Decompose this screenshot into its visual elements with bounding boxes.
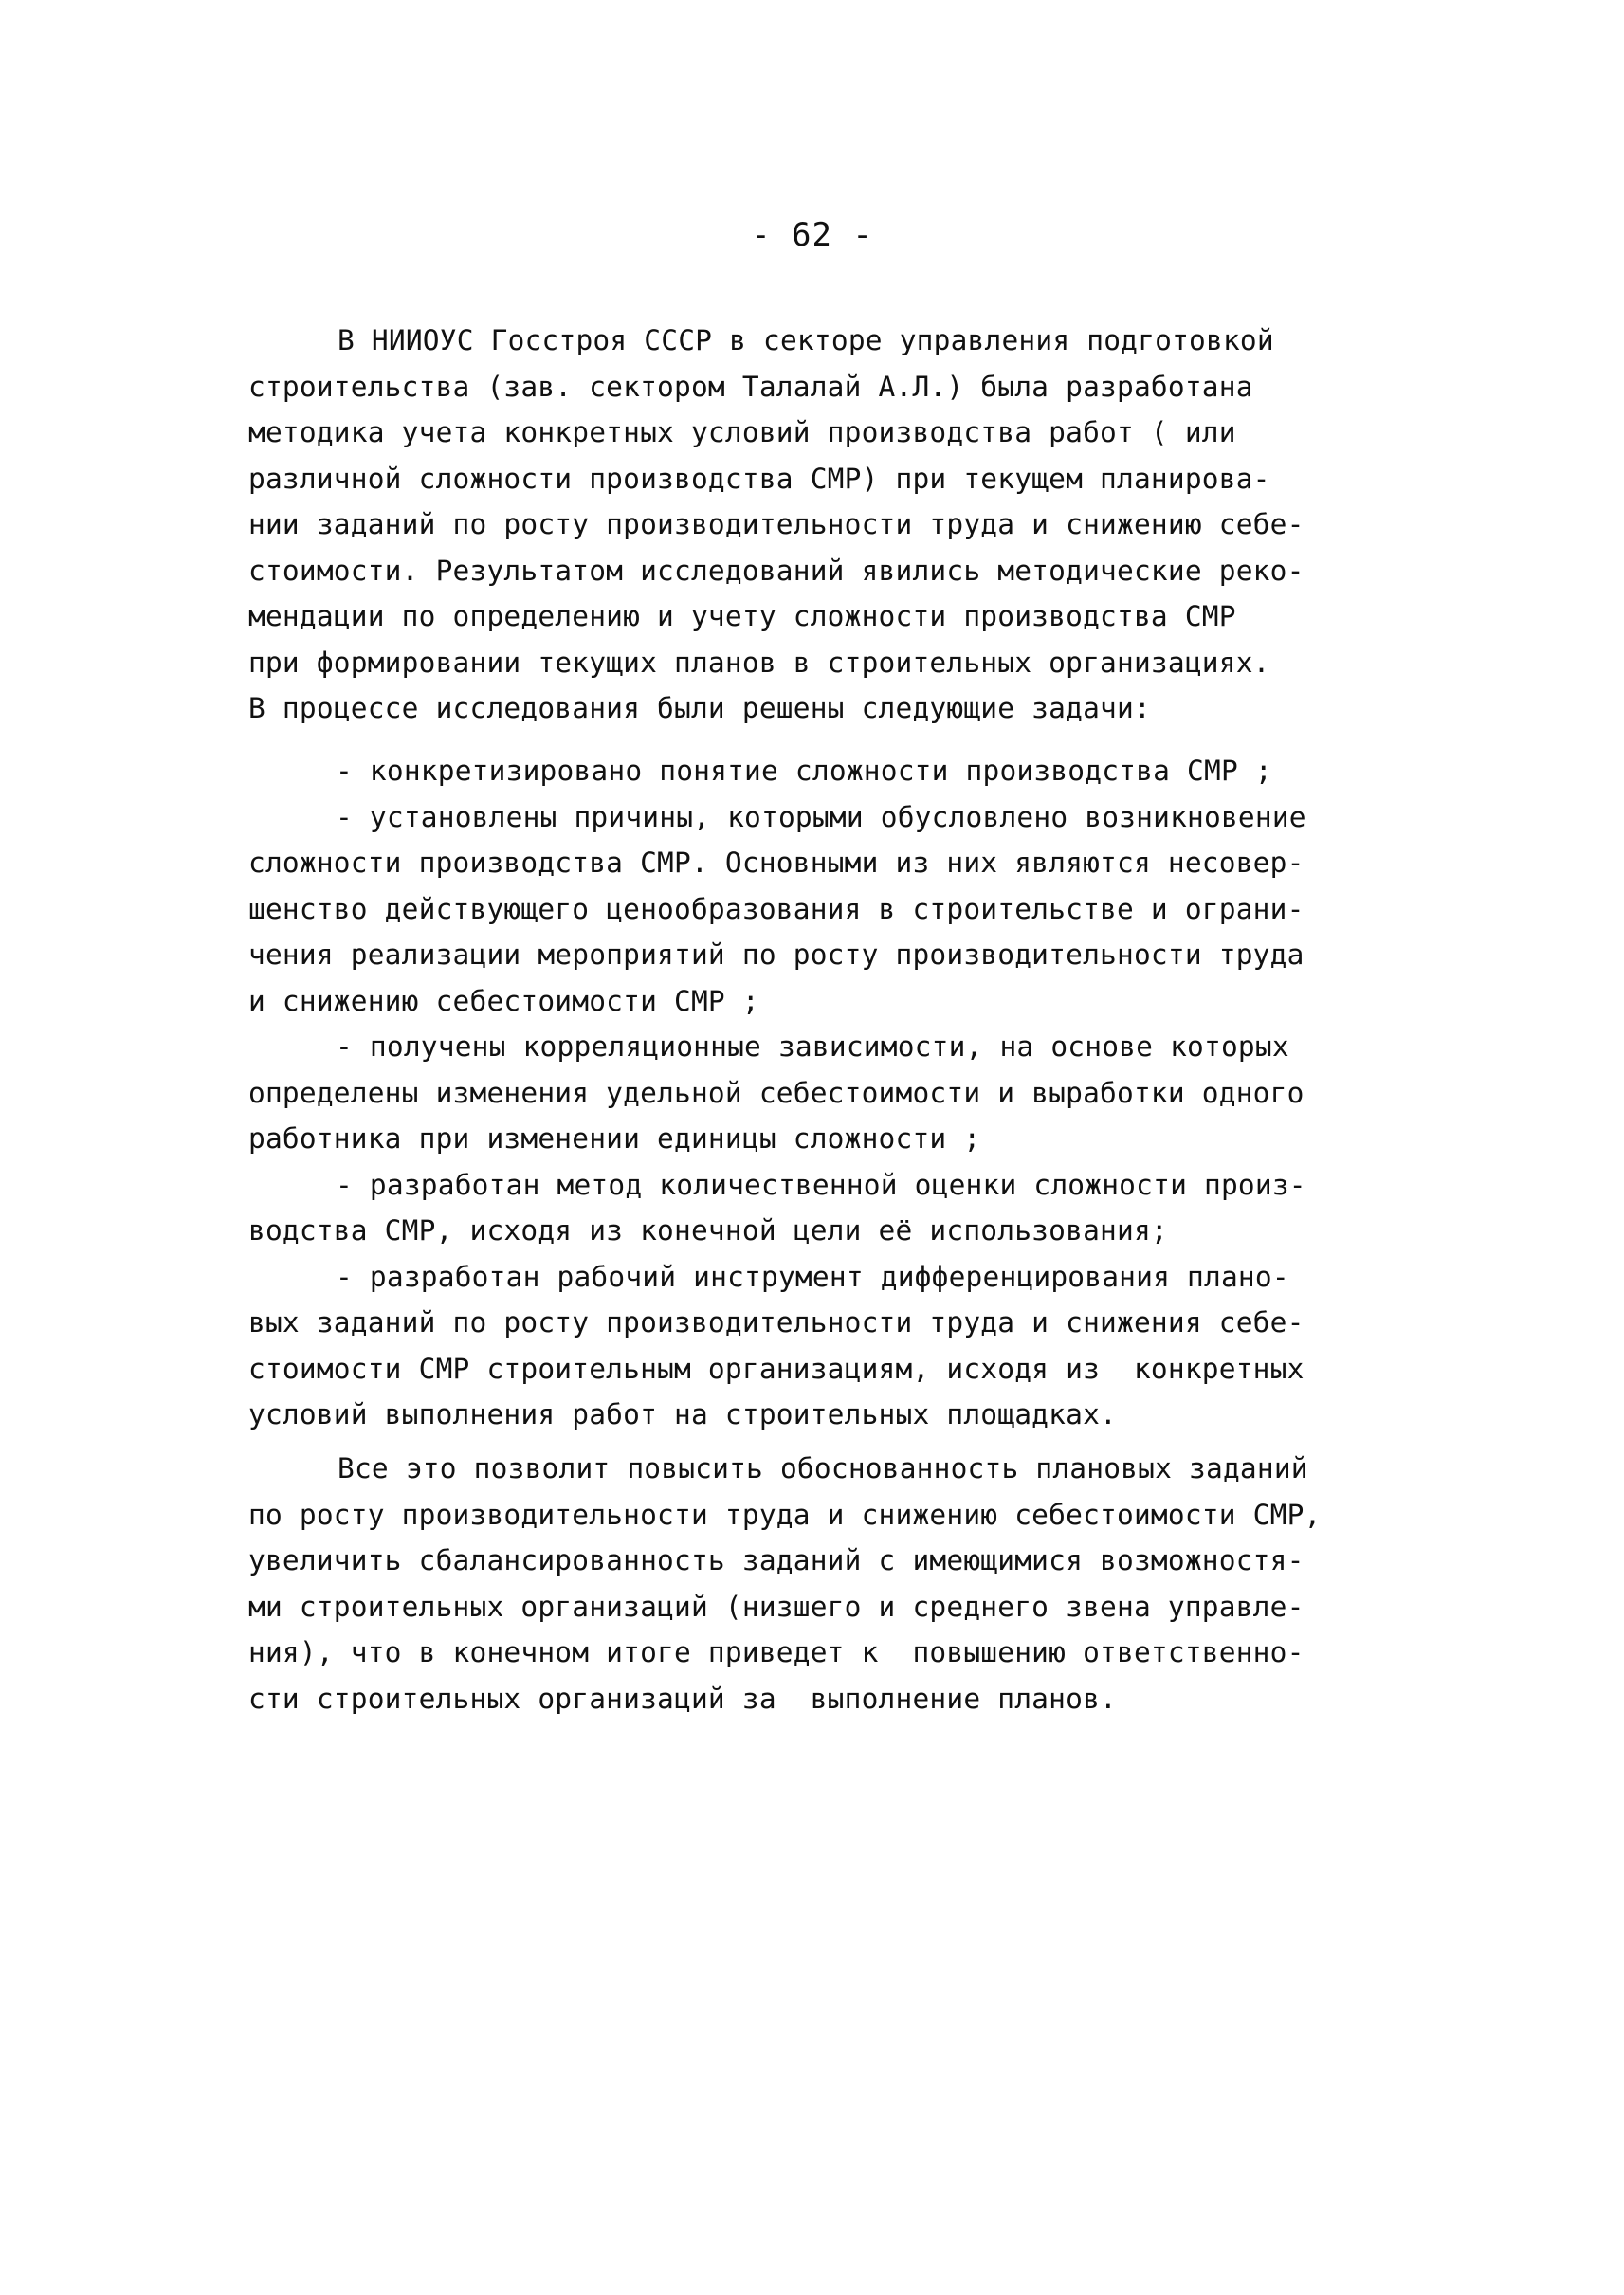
- task-item-line: - конкретизировано понятие сложности производства СМР ;: [336, 755, 1272, 787]
- text-line: сти строительных организаций за выполнение планов.: [248, 1682, 1117, 1715]
- text-line: ния), что в конечном итоге приведет к повышению ответственно-: [248, 1636, 1305, 1668]
- text-line: Все это позволит повысить обоснованность плановых заданий: [338, 1452, 1308, 1484]
- text-line: нии заданий по росту производительности труда и снижению себе-: [248, 508, 1305, 540]
- text-line: В процессе исследования были решены следующие задачи:: [248, 692, 1151, 724]
- text-line: при формировании текущих планов в строительных организациях.: [248, 646, 1270, 679]
- task-item-line: шенство действующего ценообразования в строительстве и ограни-: [248, 892, 1305, 925]
- text-line: увеличить сбалансированность заданий с имеющимися возможностя-: [248, 1544, 1305, 1576]
- text-line: по росту производительности труда и снижению себестоимости СМР,: [248, 1498, 1322, 1531]
- text-line: методика учета конкретных условий производства работ ( или: [248, 416, 1236, 448]
- task-item-line: условий выполнения работ на строительных площадках.: [248, 1398, 1117, 1430]
- task-item-line: - установлены причины, которыми обусловлено возникновение: [336, 800, 1306, 833]
- task-item-line: работника при изменении единицы сложности ;: [248, 1122, 981, 1155]
- text-line: мендации по определению и учету сложности производства СМР: [248, 600, 1236, 632]
- task-list: [248, 748, 1377, 1438]
- paragraph-conclusion: [248, 1446, 1377, 1721]
- task-item-line: сложности производства СМР. Основными из них являются несовер-: [248, 847, 1305, 879]
- text-line: стоимости. Результатом исследований явились методические реко-: [248, 554, 1305, 587]
- text-line: В НИИОУС Госстроя СССР в секторе управления подготовкой: [338, 324, 1274, 356]
- task-item-line: - получены корреляционные зависимости, на основе которых: [336, 1030, 1289, 1063]
- task-item-line: чения реализации мероприятий по росту производительности труда: [248, 938, 1305, 971]
- page-number: - 62 -: [751, 216, 873, 254]
- task-item-line: вых заданий по росту производительности труда и снижения себе-: [248, 1306, 1305, 1339]
- task-item-line: и снижению себестоимости СМР ;: [248, 984, 759, 1017]
- text-line: ми строительных организаций (низшего и среднего звена управле-: [248, 1590, 1305, 1623]
- task-item-line: - разработан метод количественной оценки сложности произ-: [336, 1168, 1306, 1201]
- text-line: различной сложности производства СМР) при текущем планирова-: [248, 462, 1270, 495]
- paragraph-intro-continued: [248, 501, 1377, 732]
- text-line: строительства (зав. сектором Талалай А.Л.) была разработана: [248, 370, 1253, 403]
- task-item-line: - разработан рабочий инструмент дифференцирования плано-: [336, 1260, 1289, 1293]
- task-item-line: водства СМР, исходя из конечной цели её использования;: [248, 1214, 1168, 1247]
- task-item-line: определены изменения удельной себестоимости и выработки одного: [248, 1076, 1305, 1109]
- task-item-line: стоимости СМР строительным организациям, исходя из конкретных: [248, 1352, 1305, 1385]
- paragraph-intro: [248, 318, 1377, 501]
